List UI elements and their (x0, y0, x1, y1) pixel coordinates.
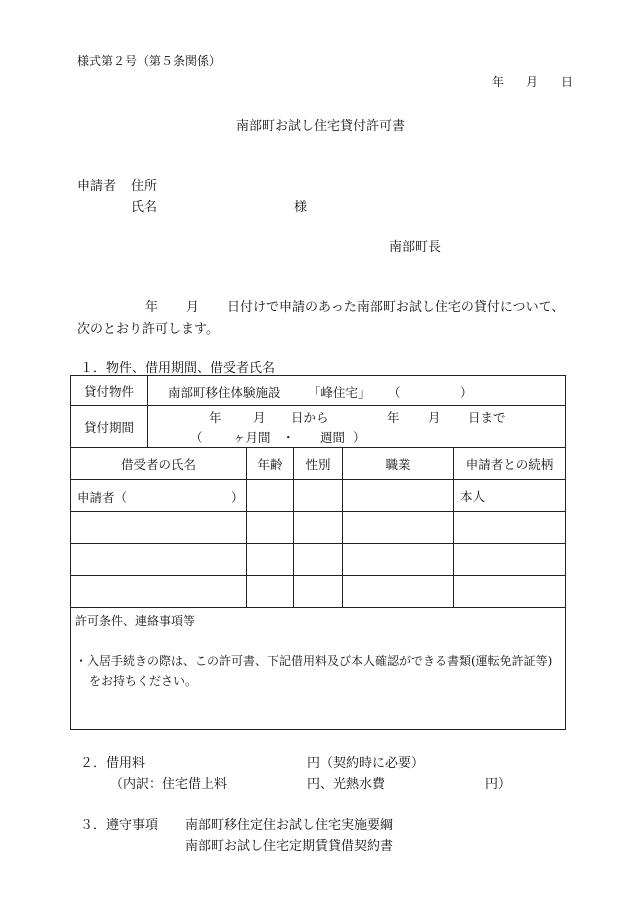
row1-name: 申請者（ (77, 490, 128, 505)
property-label-cell (71, 376, 148, 406)
period-paren-open: （ (190, 430, 203, 445)
row1-name-cell (71, 480, 247, 512)
section1-heading: １．物件、借用期間、借受者氏名 (80, 361, 276, 376)
body-line1: 日付けで申請のあった南部町お試し住宅の貸付について、 (227, 300, 565, 315)
row3-age-cell (247, 544, 294, 576)
address-label: 住所 (131, 179, 158, 194)
conditions-label: 許可条件、連絡事項等 (75, 614, 196, 628)
fee-breakdown-close: 円） (485, 777, 512, 792)
col-header-age (247, 448, 294, 480)
row2-name-cell (71, 512, 247, 544)
rule-item-2: 南部町お試し住宅定期賃貸借契約書 (185, 839, 394, 854)
row3-sex-cell (294, 544, 343, 576)
period-from-month: 月 (253, 410, 266, 425)
row2-age-cell (247, 512, 294, 544)
rule-item-1: 南部町移住定住お試し住宅実施要綱 (185, 818, 394, 833)
table-row (71, 512, 566, 544)
name-label: 氏名 (131, 200, 158, 215)
applicant-label: 申請者 (77, 179, 117, 194)
period-weeks: 週間 (320, 430, 346, 445)
table-row (71, 480, 566, 512)
row1-relation: 本人 (460, 488, 486, 504)
property-label: 貸付物件 (83, 383, 134, 399)
property-facility: 南部町移住体験施設 (168, 385, 281, 400)
body-month: 月 (186, 300, 200, 315)
section3-heading: ３．遵守事項 (80, 818, 159, 833)
period-to-day: 日まで (468, 410, 506, 425)
property-paren-close: ） (460, 385, 473, 400)
col-header-sex (294, 448, 343, 480)
row3-relation-cell (454, 544, 566, 576)
row2-occupation-cell (343, 512, 454, 544)
col-header-relation-text: 申請者との続柄 (465, 456, 554, 472)
row3-name-cell (71, 544, 247, 576)
table-row (71, 576, 566, 608)
property-name: 「峰住宅」 (308, 385, 371, 400)
permit-table (70, 375, 566, 730)
conditions-cell (71, 608, 566, 730)
fee-breakdown-label: （内訳：住宅借上料 (110, 777, 228, 792)
period-dot: ・ (282, 430, 295, 445)
conditions-text-line2: をお持ちください。 (89, 674, 198, 688)
conditions-text-line1: ・入居手続きの際は、この許可書、下記借用料及び本人確認ができる書類(運転免許証等) (75, 654, 553, 668)
date-month-label: 月 (526, 75, 539, 89)
col-header-age-text: 年齢 (257, 456, 283, 472)
col-header-relation (454, 448, 566, 480)
row1-occupation-cell (343, 480, 454, 512)
period-months: ヶ月間 (233, 430, 271, 445)
period-from-year: 年 (209, 410, 222, 425)
row1-relation-cell (454, 480, 566, 512)
property-paren-open: （ (388, 385, 401, 400)
date-year-label: 年 (492, 75, 505, 89)
col-header-occupation-text: 職業 (385, 456, 411, 472)
period-paren-close: ） (353, 430, 366, 445)
period-label: 貸付期間 (83, 419, 134, 435)
issuer: 南部町長 (389, 240, 442, 255)
row4-occupation-cell (343, 576, 454, 608)
col-header-name-text: 借受者の氏名 (120, 456, 196, 472)
period-to-month: 月 (428, 410, 441, 425)
fee-contract: 円（契約時に必要） (307, 756, 425, 771)
col-header-name (71, 448, 247, 480)
date-day-label: 日 (561, 75, 574, 89)
col-header-occupation (343, 448, 454, 480)
row4-relation-cell (454, 576, 566, 608)
body-year: 年 (145, 300, 159, 315)
col-header-sex-text: 性別 (305, 456, 331, 472)
period-from-day: 日から (291, 410, 329, 425)
row4-age-cell (247, 576, 294, 608)
section2-heading: ２．借用料 (80, 756, 146, 771)
honorific: 様 (294, 200, 308, 215)
property-value-cell (148, 376, 566, 406)
table-row (71, 544, 566, 576)
row3-occupation-cell (343, 544, 454, 576)
row2-relation-cell (454, 512, 566, 544)
form-number: 様式第２号（第５条関係） (77, 54, 222, 68)
period-label-cell (71, 406, 148, 448)
period-value-cell (148, 406, 566, 448)
row4-sex-cell (294, 576, 343, 608)
row1-age-cell (247, 480, 294, 512)
row1-name-close: ） (231, 490, 244, 505)
row2-sex-cell (294, 512, 343, 544)
period-to-year: 年 (387, 410, 400, 425)
row4-name-cell (71, 576, 247, 608)
body-line2: 次のとおり許可します。 (77, 322, 219, 337)
document-title: 南部町お試し住宅貸付許可書 (236, 119, 406, 134)
fee-breakdown-utilities: 円、光熱水費 (307, 777, 386, 792)
row1-sex-cell (294, 480, 343, 512)
